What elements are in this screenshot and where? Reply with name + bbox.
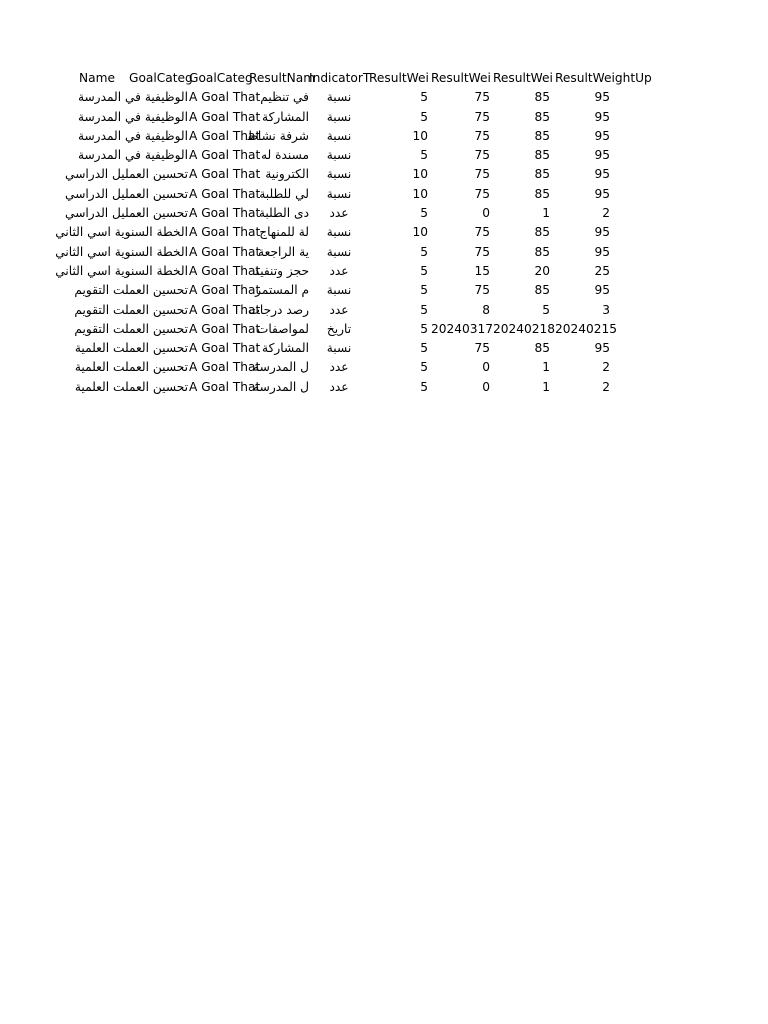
table-cell[interactable]: لي للطلبة <box>259 186 309 201</box>
table-cell[interactable]: 0 <box>482 360 490 375</box>
table-cell[interactable]: 85 <box>534 244 550 259</box>
column-header[interactable]: ResultWeightUp <box>555 71 652 85</box>
table-cell[interactable]: 15 <box>474 263 490 278</box>
table-cell[interactable]: تحسين العمليل الدراسي <box>65 167 188 182</box>
table-cell[interactable]: حجز وتنفيذ <box>253 263 309 278</box>
column-header[interactable]: ResultWei <box>431 71 491 85</box>
table-cell[interactable]: في تنظيم <box>260 90 309 105</box>
table-cell[interactable]: 20 <box>534 263 550 278</box>
table-cell[interactable]: 10 <box>412 225 428 240</box>
column-header[interactable]: ResultWei <box>369 71 429 85</box>
table-cell[interactable]: 5 <box>420 90 428 105</box>
table-cell[interactable]: 85 <box>534 109 550 124</box>
table-cell[interactable]: 95 <box>594 225 610 240</box>
table-cell[interactable]: 5 <box>420 341 428 356</box>
table-cell[interactable]: 5 <box>420 283 428 298</box>
column-header[interactable]: GoalCateg <box>129 71 193 85</box>
table-cell[interactable]: A Goal That <box>189 379 261 394</box>
column-header[interactable]: ResultNam <box>249 71 316 85</box>
table-cell[interactable]: مسندة له <box>261 148 309 163</box>
table-cell[interactable]: 5 <box>420 263 428 278</box>
table-cell[interactable]: 75 <box>474 167 490 182</box>
table-cell[interactable]: 20240317 <box>431 321 494 336</box>
table-cell[interactable]: 20240215 <box>555 321 618 336</box>
table-cell[interactable]: 95 <box>594 283 610 298</box>
table-cell[interactable]: 25 <box>594 263 610 278</box>
table-cell[interactable]: عدد <box>329 360 349 375</box>
table-cell[interactable]: A Goal That <box>189 186 261 201</box>
table-cell[interactable]: 5 <box>420 321 428 336</box>
table-cell[interactable]: 85 <box>534 341 550 356</box>
table-cell[interactable]: A Goal That <box>189 321 261 336</box>
table-cell[interactable]: عدد <box>329 206 349 221</box>
table-cell[interactable]: تحسين العمليل الدراسي <box>65 186 188 201</box>
table-cell[interactable]: 85 <box>534 186 550 201</box>
table-cell[interactable]: نسبة <box>326 283 352 298</box>
table-cell[interactable]: تحسين العملت التقويم <box>74 283 188 298</box>
table-cell[interactable]: عدد <box>329 263 349 278</box>
table-cell[interactable]: نسبة <box>326 109 352 124</box>
table-cell[interactable]: عدد <box>329 379 349 394</box>
table-cell[interactable]: 1 <box>542 360 550 375</box>
table-cell[interactable]: 75 <box>474 341 490 356</box>
table-cell[interactable]: 75 <box>474 283 490 298</box>
table-cell[interactable]: نسبة <box>326 225 352 240</box>
table-cell[interactable]: رصد درجات <box>248 302 309 317</box>
table-cell[interactable]: الخطة السنوية اسي الثاني <box>55 225 188 240</box>
table-cell[interactable]: A Goal That <box>189 167 261 182</box>
table-cell[interactable]: A Goal That <box>189 90 261 105</box>
table-cell[interactable]: 75 <box>474 186 490 201</box>
column-header[interactable]: ResultWei <box>493 71 553 85</box>
table-cell[interactable]: 10 <box>412 167 428 182</box>
column-header[interactable]: Name <box>79 71 115 85</box>
table-cell[interactable]: 75 <box>474 244 490 259</box>
table-cell[interactable]: 85 <box>534 225 550 240</box>
table-cell[interactable]: تحسين العمليل الدراسي <box>65 206 188 221</box>
column-header[interactable]: IndicatorT <box>309 71 371 85</box>
table-cell[interactable]: A Goal That <box>189 128 261 143</box>
table-cell[interactable]: الوظيفية في المدرسة <box>77 148 188 163</box>
table-cell[interactable]: تحسين العملت التقويم <box>74 321 188 336</box>
table-cell[interactable]: 5 <box>420 379 428 394</box>
table-cell[interactable]: ل المدرسة <box>253 379 309 394</box>
table-cell[interactable]: A Goal That <box>189 225 261 240</box>
table-cell[interactable]: 5 <box>420 244 428 259</box>
table-cell[interactable]: تحسين العملت العلمية <box>74 341 188 356</box>
table-cell[interactable]: تحسين العملت العلمية <box>74 379 188 394</box>
table-cell[interactable]: المشاركة <box>262 341 309 356</box>
table-cell[interactable]: A Goal That <box>189 360 261 375</box>
table-cell[interactable]: 75 <box>474 90 490 105</box>
table-cell[interactable]: نسبة <box>326 244 352 259</box>
table-cell[interactable]: المشاركة <box>262 109 309 124</box>
table-cell[interactable]: شرفة نشاط <box>246 128 309 143</box>
table-cell[interactable]: A Goal That <box>189 263 261 278</box>
table-cell[interactable]: 8 <box>482 302 490 317</box>
table-cell[interactable]: A Goal That <box>189 244 261 259</box>
table-cell[interactable]: 5 <box>420 360 428 375</box>
table-cell[interactable]: A Goal That <box>189 109 261 124</box>
table-cell[interactable]: نسبة <box>326 90 352 105</box>
table-cell[interactable]: A Goal That <box>189 148 261 163</box>
table-cell[interactable]: 5 <box>420 206 428 221</box>
table-cell[interactable]: 95 <box>594 186 610 201</box>
table-cell[interactable]: الكترونية <box>265 167 309 182</box>
table-cell[interactable]: دى الطلبة <box>258 206 309 221</box>
table-cell[interactable]: 95 <box>594 128 610 143</box>
table-cell[interactable]: 95 <box>594 148 610 163</box>
table-cell[interactable]: 5 <box>542 302 550 317</box>
table-cell[interactable]: م المستمر <box>255 283 309 298</box>
table-cell[interactable]: 75 <box>474 109 490 124</box>
table-cell[interactable]: 0 <box>482 206 490 221</box>
table-cell[interactable]: 95 <box>594 341 610 356</box>
table-cell[interactable]: 1 <box>542 379 550 394</box>
table-cell[interactable]: 2 <box>602 206 610 221</box>
table-cell[interactable]: 75 <box>474 128 490 143</box>
table-cell[interactable]: نسبة <box>326 167 352 182</box>
table-cell[interactable]: نسبة <box>326 341 352 356</box>
table-cell[interactable]: 5 <box>420 109 428 124</box>
table-cell[interactable]: لمواصفات <box>256 321 309 336</box>
table-cell[interactable]: 85 <box>534 167 550 182</box>
table-cell[interactable]: 1 <box>542 206 550 221</box>
table-cell[interactable]: 5 <box>420 302 428 317</box>
table-cell[interactable]: الوظيفية في المدرسة <box>77 109 188 124</box>
table-cell[interactable]: 95 <box>594 90 610 105</box>
column-header[interactable]: GoalCateg <box>189 71 253 85</box>
table-cell[interactable]: A Goal That <box>189 283 261 298</box>
table-cell[interactable]: 85 <box>534 148 550 163</box>
table-cell[interactable]: ل المدرسة <box>253 360 309 375</box>
table-cell[interactable]: ية الراجعة <box>258 244 309 259</box>
table-cell[interactable]: 2 <box>602 360 610 375</box>
table-cell[interactable]: 0 <box>482 379 490 394</box>
table-cell[interactable]: 85 <box>534 283 550 298</box>
table-cell[interactable]: 75 <box>474 225 490 240</box>
table-cell[interactable]: 95 <box>594 244 610 259</box>
table-cell[interactable]: الوظيفية في المدرسة <box>77 128 188 143</box>
table-cell[interactable]: 85 <box>534 90 550 105</box>
table-cell[interactable]: تاريخ <box>326 321 352 336</box>
table-cell[interactable]: A Goal That <box>189 302 261 317</box>
table-cell[interactable]: 10 <box>412 128 428 143</box>
table-cell[interactable]: الخطة السنوية اسي الثاني <box>55 244 188 259</box>
table-cell[interactable]: 10 <box>412 186 428 201</box>
table-cell[interactable]: A Goal That <box>189 341 261 356</box>
table-cell[interactable]: 75 <box>474 148 490 163</box>
table-cell[interactable]: نسبة <box>326 148 352 163</box>
table-cell[interactable]: A Goal That <box>189 206 261 221</box>
table-cell[interactable]: تحسين العملت التقويم <box>74 302 188 317</box>
table-cell[interactable]: 2 <box>602 379 610 394</box>
table-cell[interactable]: نسبة <box>326 186 352 201</box>
table-cell[interactable]: الوظيفية في المدرسة <box>77 90 188 105</box>
table-cell[interactable]: 20240218 <box>493 321 556 336</box>
table-cell[interactable]: 5 <box>420 148 428 163</box>
table-cell[interactable]: عدد <box>329 302 349 317</box>
table-cell[interactable]: الخطة السنوية اسي الثاني <box>55 263 188 278</box>
table-cell[interactable]: تحسين العملت العلمية <box>74 360 188 375</box>
table-cell[interactable]: 3 <box>602 302 610 317</box>
table-cell[interactable]: 85 <box>534 128 550 143</box>
table-cell[interactable]: 95 <box>594 109 610 124</box>
table-cell[interactable]: لة للمنهاج <box>259 225 309 240</box>
table-cell[interactable]: نسبة <box>326 128 352 143</box>
table-cell[interactable]: 95 <box>594 167 610 182</box>
